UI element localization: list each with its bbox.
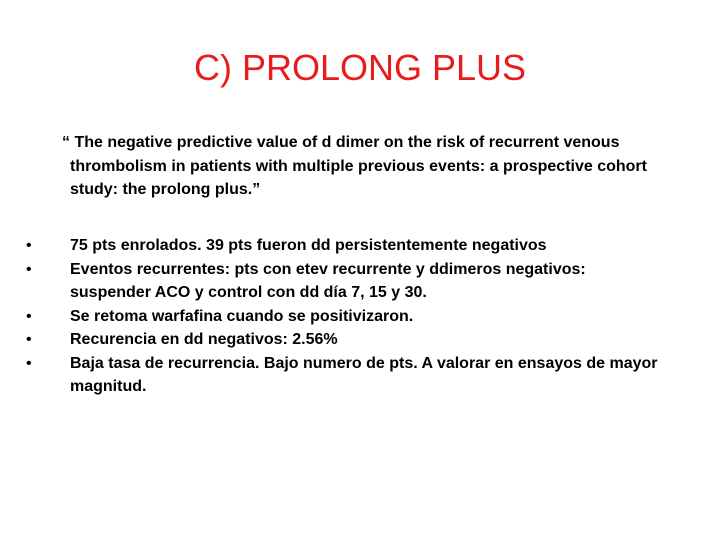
bullet-text: Recurencia en dd negativos: 2.56% bbox=[70, 331, 338, 348]
bullet-text: 75 pts enrolados. 39 pts fueron dd persistentemente negativos bbox=[70, 237, 547, 254]
slide-title: C) PROLONG PLUS bbox=[193, 47, 527, 88]
bullet-item bbox=[26, 352, 662, 399]
bullet-icon: • bbox=[26, 260, 32, 278]
study-quote: “ The negative predictive value of d dimer on the risk of recurrent venous thrombolism in patients with multiple previous events: a prospective cohort study: the prolong plus.” bbox=[62, 134, 647, 198]
bullet-item bbox=[26, 328, 662, 352]
bullet-icon: • bbox=[26, 354, 32, 372]
bullet-icon: • bbox=[26, 331, 32, 348]
bullet-icon: • bbox=[26, 307, 32, 325]
bullet-item bbox=[26, 305, 662, 329]
bullet-text: Eventos recurrentes: pts con etev recurrente y ddimeros negativos: suspender ACO y control con dd día 7, 15 y 30. bbox=[70, 260, 586, 301]
bullet-item bbox=[26, 258, 662, 305]
bullet-text: Se retoma warfafina cuando se positivizaron. bbox=[70, 307, 414, 325]
bullet-icon: • bbox=[26, 237, 32, 254]
bullet-text: Baja tasa de recurrencia. Bajo numero de pts. A valorar en ensayos de mayor magnitud. bbox=[70, 354, 658, 395]
bullet-list bbox=[26, 234, 662, 399]
bullet-item bbox=[26, 234, 662, 258]
